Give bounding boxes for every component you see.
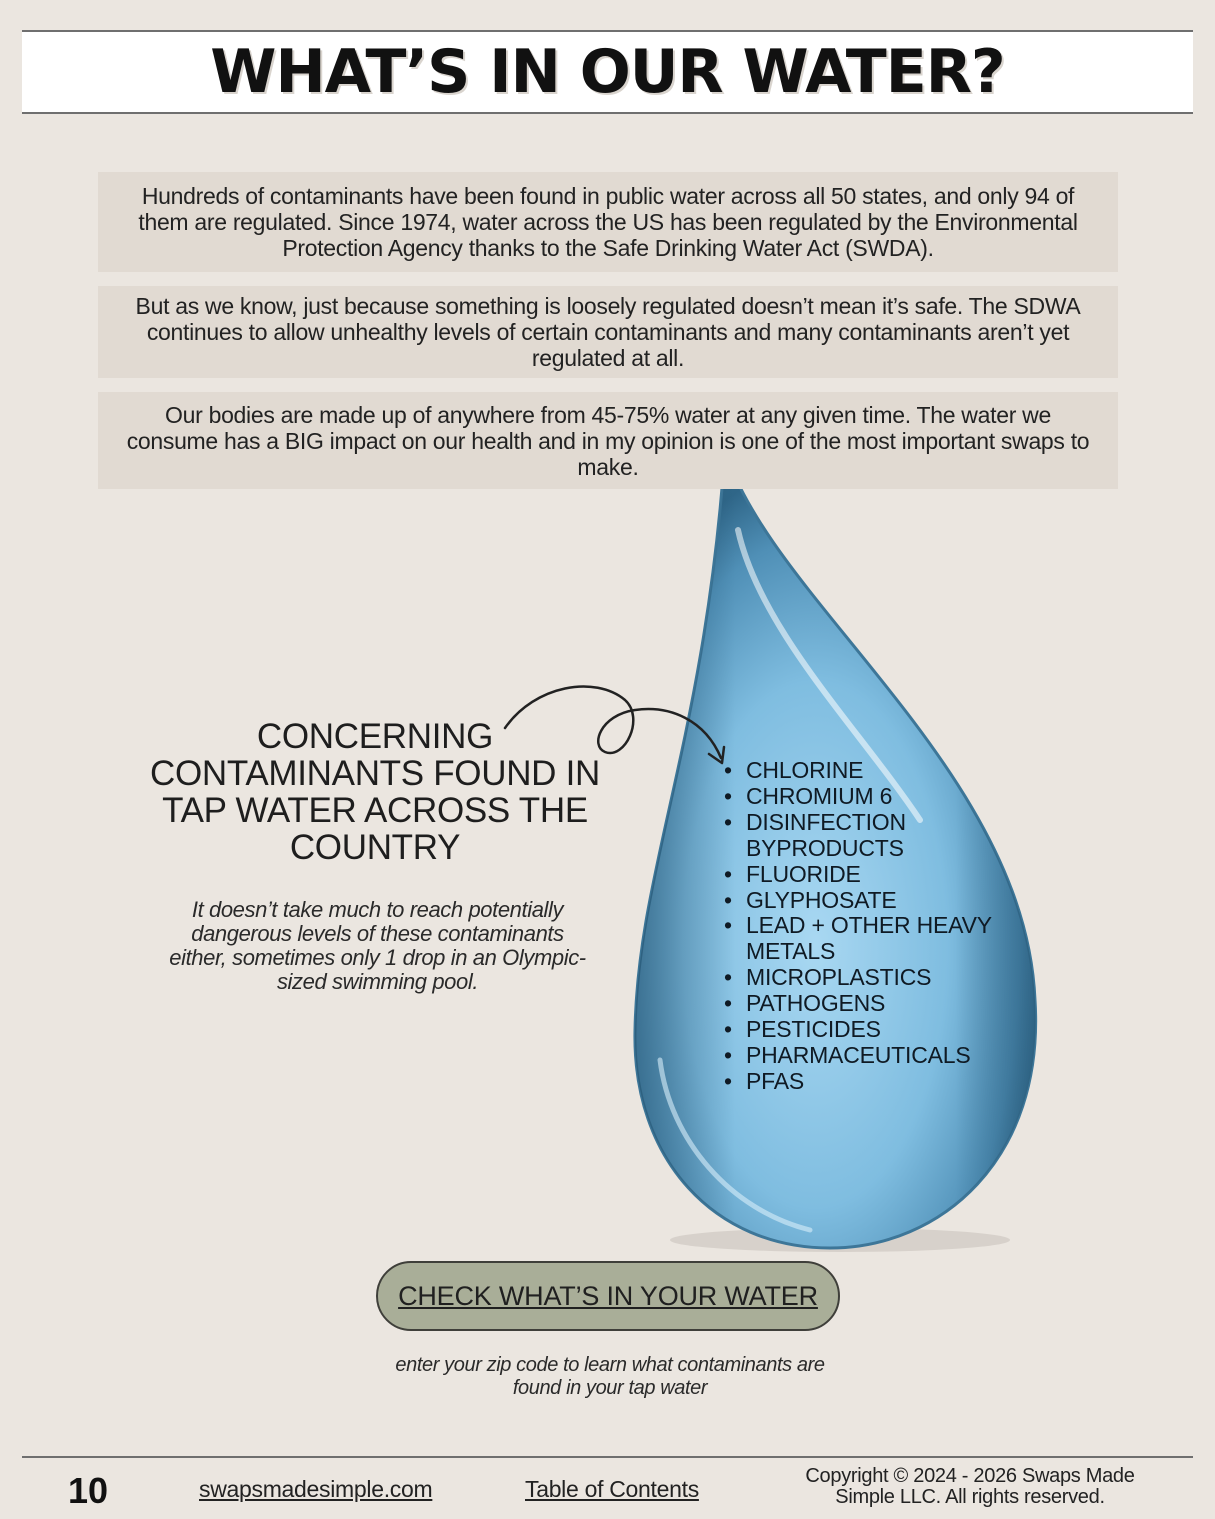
- concern-heading: CONCERNING CONTAMINANTS FOUND IN TAP WATER ACROSS THE COUNTRY: [150, 717, 600, 867]
- site-link[interactable]: swapsmadesimple.com: [199, 1476, 433, 1502]
- contaminant-item: • PATHOGENS: [746, 991, 1046, 1017]
- contaminant-list: [722, 758, 1046, 1095]
- contaminant-item: • PFAS: [746, 1069, 1046, 1095]
- page-title: WHAT’S IN OUR WATER?: [210, 37, 1005, 107]
- intro-paragraph-1: Hundreds of contaminants have been found in public water across all 50 states, and only 94 of them are regulated. Since 1974, water across the US has been regulated by the Environmental Protection Agency thanks to the Safe Drinking Water Act (SWDA).: [98, 172, 1118, 272]
- contaminant-item: • FLUORIDE: [746, 862, 1046, 888]
- concern-note: It doesn’t take much to reach potentially dangerous levels of these contaminants either, sometimes only 1 drop in an Olympic-sized swimming pool.: [169, 897, 586, 994]
- contaminant-item: • LEAD + OTHER HEAVY METALS: [746, 913, 1046, 965]
- contaminant-item: • DISINFECTION BYPRODUCTS: [746, 810, 1046, 862]
- page-number: 10: [68, 1470, 109, 1511]
- contaminant-item: • PESTICIDES: [746, 1017, 1046, 1043]
- contaminant-item: • PHARMACEUTICALS: [746, 1043, 1046, 1069]
- contaminant-item: • GLYPHOSATE: [746, 888, 1046, 914]
- cta-note: enter your zip code to learn what contaminants are found in your tap water: [395, 1354, 825, 1399]
- footer-divider: [22, 1456, 1193, 1458]
- copyright: Copyright © 2024 - 2026 Swaps Made Simple LLC. All rights reserved.: [805, 1465, 1135, 1508]
- table-of-contents-link[interactable]: Table of Contents: [525, 1476, 699, 1502]
- intro-paragraph-2: But as we know, just because something is loosely regulated doesn’t mean it’s safe. The SDWA continues to allow unhealthy levels of certain contaminants and many contaminants aren’t yet regulated at all.: [98, 286, 1118, 378]
- contaminant-item: • CHROMIUM 6: [746, 784, 1046, 810]
- contaminant-item: • MICROPLASTICS: [746, 965, 1046, 991]
- intro-paragraph-3: Our bodies are made up of anywhere from 45-75% water at any given time. The water we consume has a BIG impact on our health and in my opinion is one of the most important swaps to make.: [98, 392, 1118, 489]
- contaminant-item: • CHLORINE: [746, 758, 1046, 784]
- title-bar: [22, 30, 1193, 114]
- check-water-button[interactable]: CHECK WHAT’S IN YOUR WATER: [376, 1261, 840, 1331]
